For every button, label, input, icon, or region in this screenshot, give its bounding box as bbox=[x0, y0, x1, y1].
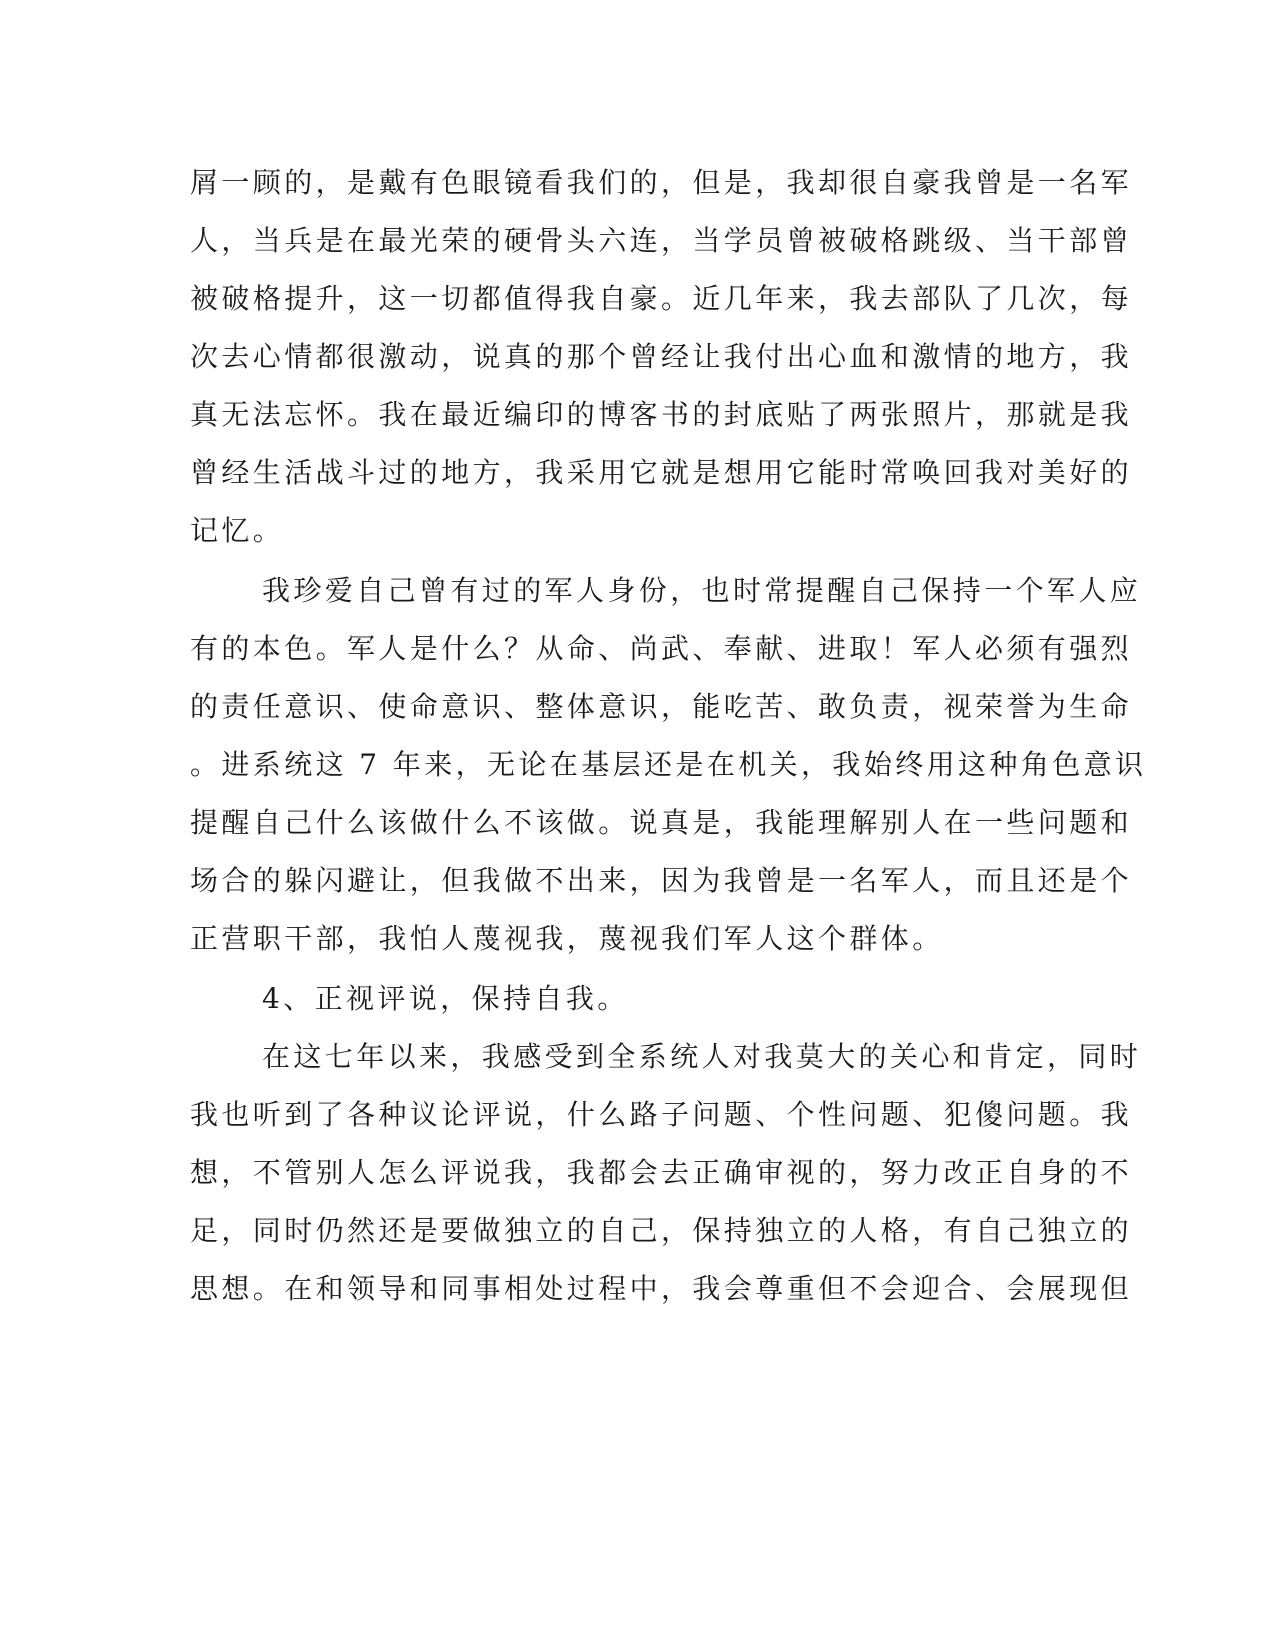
body-text-line: 思想。在和领导和同事相处过程中，我会尊重但不会迎合、会展现但 bbox=[190, 1272, 1133, 1305]
body-text-line: 人，当兵是在最光荣的硬骨头六连，当学员曾被破格跳级、当干部曾 bbox=[190, 224, 1133, 257]
body-text-line: 被破格提升，这一切都值得我自豪。近几年来，我去部队了几次，每 bbox=[190, 282, 1133, 315]
body-text-line: 屑一顾的，是戴有色眼镜看我们的，但是，我却很自豪我曾是一名军 bbox=[190, 166, 1133, 199]
body-text-line: 提醒自己什么该做什么不该做。说真是，我能理解别人在一些问题和 bbox=[190, 806, 1133, 839]
paragraph-first-line: 我珍爱自己曾有过的军人身份，也时常提醒自己保持一个军人应 bbox=[262, 574, 1142, 607]
body-text-line: 正营职干部，我怕人蔑视我，蔑视我们军人这个群体。 bbox=[190, 922, 944, 955]
body-text-line: 。进系统这 7 年来，无论在基层还是在机关，我始终用这种角色意识 bbox=[190, 748, 1147, 781]
body-text-line: 次去心情都很激动，说真的那个曾经让我付出心血和激情的地方，我 bbox=[190, 340, 1133, 373]
body-text-line: 记忆。 bbox=[190, 514, 285, 547]
paragraph-first-line: 在这七年以来，我感受到全系统人对我莫大的关心和肯定，同时 bbox=[262, 1040, 1142, 1073]
body-text-line: 想，不管别人怎么评说我，我都会去正确审视的，努力改正自身的不 bbox=[190, 1156, 1133, 1189]
body-text-line: 的责任意识、使命意识、整体意识，能吃苦、敢负责，视荣誉为生命 bbox=[190, 690, 1133, 723]
body-text-line: 我也听到了各种议论评说，什么路子问题、个性问题、犯傻问题。我 bbox=[190, 1098, 1133, 1131]
body-text-line: 场合的躲闪避让，但我做不出来，因为我曾是一名军人，而且还是个 bbox=[190, 864, 1133, 897]
body-text-line: 真无法忘怀。我在最近编印的博客书的封底贴了两张照片，那就是我 bbox=[190, 398, 1133, 431]
section-heading: 4、正视评说，保持自我。 bbox=[262, 982, 629, 1015]
body-text-line: 曾经生活战斗过的地方，我采用它就是想用它能时常唤回我对美好的 bbox=[190, 456, 1133, 489]
body-text-line: 有的本色。军人是什么？从命、尚武、奉献、进取！军人必须有强烈 bbox=[190, 632, 1133, 665]
body-text-line: 足，同时仍然还是要做独立的自己，保持独立的人格，有自己独立的 bbox=[190, 1214, 1133, 1247]
